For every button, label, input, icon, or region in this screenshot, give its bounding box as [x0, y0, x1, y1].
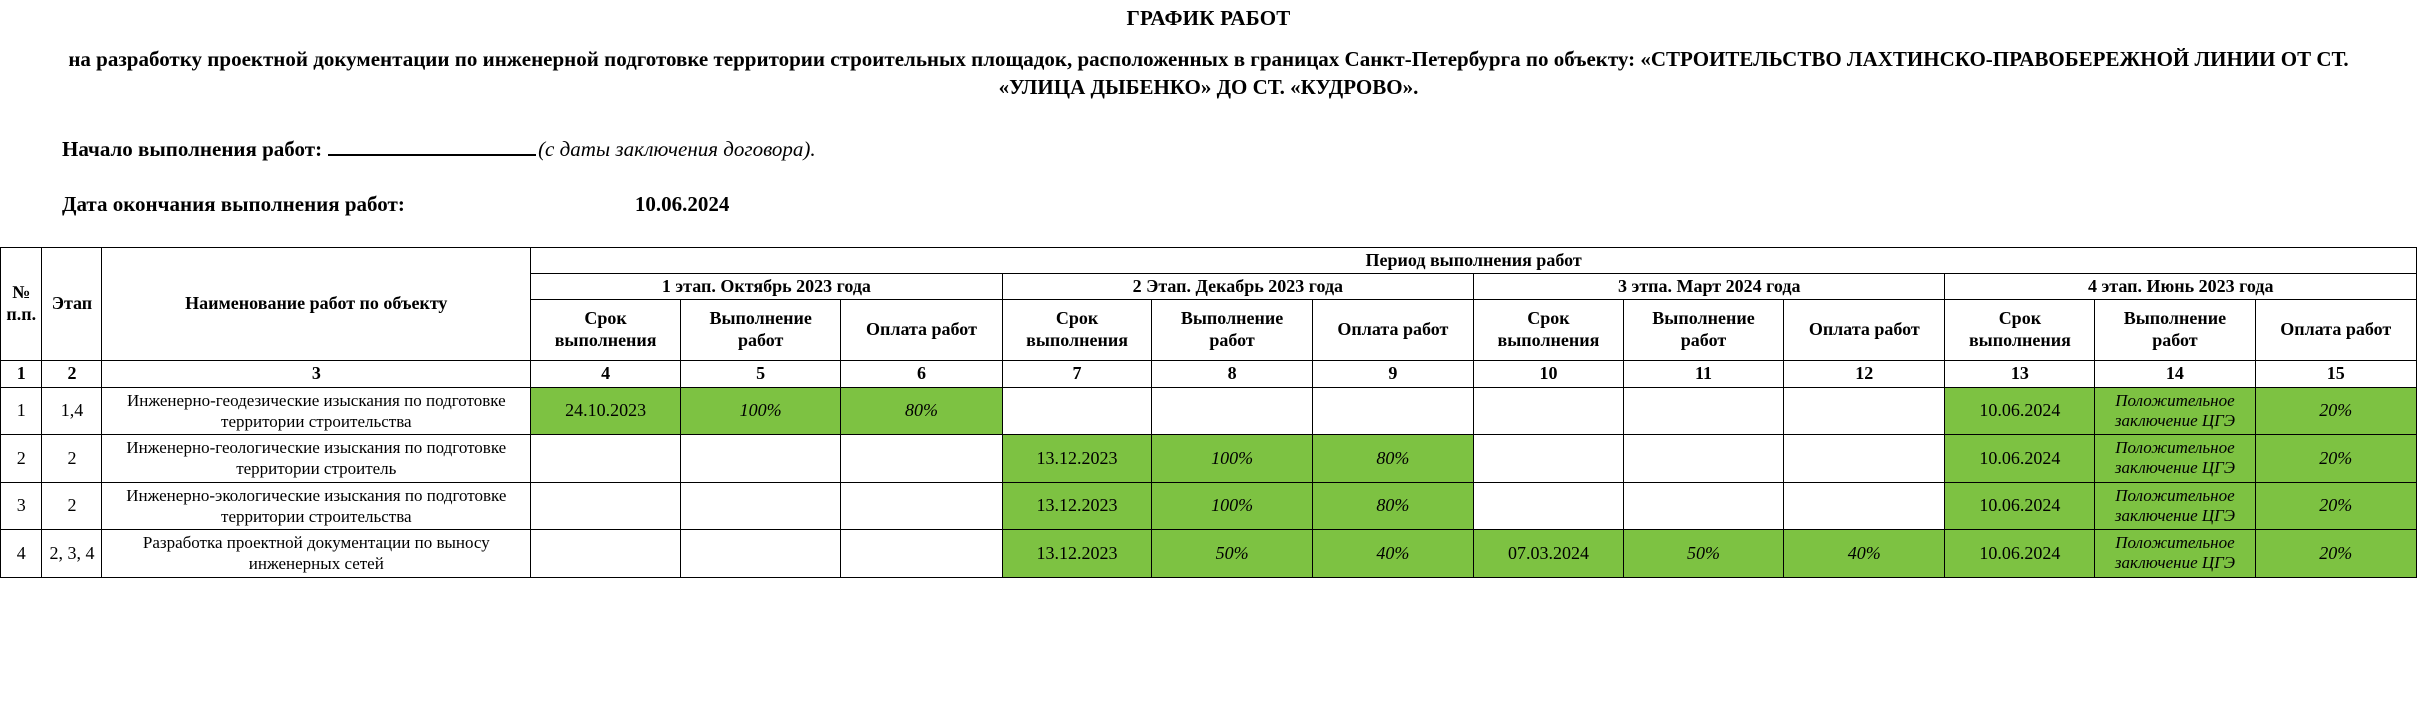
header-sub-pay-3: Оплата работ — [1784, 299, 1945, 360]
cell-pct: 20% — [2255, 387, 2416, 435]
colnum-8: 8 — [1152, 360, 1312, 387]
document-page — [0, 6, 2417, 578]
header-sub-term-4: Срок выполнения — [1945, 299, 2095, 360]
cell-concl: Положительное заключение ЦГЭ — [2095, 435, 2255, 483]
schedule-table — [0, 247, 2417, 578]
cell-date — [1002, 387, 1152, 435]
cell-pct — [1623, 387, 1783, 435]
colnum-13: 13 — [1945, 360, 2095, 387]
cell-pct — [841, 435, 1002, 483]
cell-date: 10.06.2024 — [1945, 435, 2095, 483]
cell-pct — [1784, 482, 1945, 530]
colnum-10: 10 — [1474, 360, 1624, 387]
header-sub-term-1: Срок выполнения — [531, 299, 681, 360]
table-row — [1, 530, 2417, 578]
colnum-7: 7 — [1002, 360, 1152, 387]
header-num: № п.п. — [1, 247, 42, 360]
table-row — [1, 482, 2417, 530]
row-work-name: Инженерно-геологические изыскания по подготовке территории строитель — [102, 435, 531, 483]
cell-pct — [681, 530, 841, 578]
cell-pct: 20% — [2255, 530, 2416, 578]
header-stage-4: 4 этап. Июнь 2023 года — [1945, 273, 2417, 299]
page-title: ГРАФИК РАБОТ — [1126, 6, 1291, 30]
cell-pct: 100% — [1152, 482, 1312, 530]
cell-pct: 80% — [841, 387, 1002, 435]
cell-date — [531, 435, 681, 483]
colnum-9: 9 — [1312, 360, 1473, 387]
cell-pct — [1623, 435, 1783, 483]
cell-date — [531, 482, 681, 530]
header-work: Наименование работ по объекту — [102, 247, 531, 360]
start-date-row — [62, 136, 2417, 162]
cell-pct: 80% — [1312, 435, 1473, 483]
column-number-row — [1, 360, 2417, 387]
colnum-5: 5 — [681, 360, 841, 387]
page-subtitle: на разработку проектной документации по инженерной подготовке территории строительных площадок, расположенных в границах Санкт-Петербурга по объекту: «СТРОИТЕЛЬСТВО ЛАХТИНСКО-ПРАВОБЕРЕЖНОЙ ЛИНИИ ОТ СТ. «УЛИЦА ДЫБЕНКО» ДО СТ. «КУДРОВО». — [68, 47, 2349, 100]
cell-date: 07.03.2024 — [1474, 530, 1624, 578]
row-number: 2 — [1, 435, 42, 483]
end-date-label: Дата окончания выполнения работ: — [62, 191, 405, 216]
cell-date: 13.12.2023 — [1002, 435, 1152, 483]
colnum-14: 14 — [2095, 360, 2255, 387]
cell-date — [531, 530, 681, 578]
header-stage: Этап — [42, 247, 102, 360]
cell-pct: 50% — [1623, 530, 1783, 578]
header-sub-term-3: Срок выполнения — [1474, 299, 1624, 360]
cell-pct — [1312, 387, 1473, 435]
header-sub-exec-3: Выполнение работ — [1623, 299, 1783, 360]
cell-concl: Положительное заключение ЦГЭ — [2095, 530, 2255, 578]
cell-pct — [1623, 482, 1783, 530]
header-sub-pay-4: Оплата работ — [2255, 299, 2416, 360]
colnum-12: 12 — [1784, 360, 1945, 387]
row-stage: 2 — [42, 482, 102, 530]
cell-pct — [841, 530, 1002, 578]
cell-date: 10.06.2024 — [1945, 482, 2095, 530]
cell-date — [1474, 482, 1624, 530]
header-sub-exec-2: Выполнение работ — [1152, 299, 1312, 360]
colnum-1: 1 — [1, 360, 42, 387]
row-stage: 2 — [42, 435, 102, 483]
cell-pct — [1784, 435, 1945, 483]
cell-date: 10.06.2024 — [1945, 387, 2095, 435]
meta-block — [0, 136, 2417, 217]
header-stage-1: 1 этап. Октябрь 2023 года — [531, 273, 1002, 299]
row-work-name: Разработка проектной документации по выносу инженерных сетей — [102, 530, 531, 578]
table-head — [1, 247, 2417, 387]
cell-pct — [1152, 387, 1312, 435]
cell-pct: 100% — [1152, 435, 1312, 483]
table-row — [1, 435, 2417, 483]
cell-pct — [681, 482, 841, 530]
cell-pct: 20% — [2255, 435, 2416, 483]
row-stage: 1,4 — [42, 387, 102, 435]
cell-pct — [841, 482, 1002, 530]
table-body — [1, 387, 2417, 577]
cell-pct: 20% — [2255, 482, 2416, 530]
cell-date — [1474, 435, 1624, 483]
cell-pct — [1784, 387, 1945, 435]
cell-date: 13.12.2023 — [1002, 482, 1152, 530]
cell-date: 24.10.2023 — [531, 387, 681, 435]
header-period: Период выполнения работ — [531, 247, 2417, 273]
cell-date — [1474, 387, 1624, 435]
row-number: 3 — [1, 482, 42, 530]
header-row-1 — [1, 247, 2417, 273]
cell-pct: 100% — [681, 387, 841, 435]
header-sub-exec-1: Выполнение работ — [681, 299, 841, 360]
header-sub-pay-1: Оплата работ — [841, 299, 1002, 360]
colnum-11: 11 — [1623, 360, 1783, 387]
row-number: 4 — [1, 530, 42, 578]
row-stage: 2, 3, 4 — [42, 530, 102, 578]
cell-pct: 50% — [1152, 530, 1312, 578]
header-sub-pay-2: Оплата работ — [1312, 299, 1473, 360]
end-date-row — [62, 192, 2417, 217]
colnum-6: 6 — [841, 360, 1002, 387]
end-date-value: 10.06.2024 — [634, 191, 730, 216]
colnum-15: 15 — [2255, 360, 2416, 387]
header-stage-2: 2 Этап. Декабрь 2023 года — [1002, 273, 1473, 299]
cell-pct — [681, 435, 841, 483]
row-work-name: Инженерно-геодезические изыскания по подготовке территории строительства — [102, 387, 531, 435]
header-stage-3: 3 этпа. Март 2024 года — [1474, 273, 1945, 299]
start-date-blank[interactable] — [328, 136, 536, 156]
start-date-label: Начало выполнения работ: — [62, 136, 323, 161]
table-row — [1, 387, 2417, 435]
header-sub-term-2: Срок выполнения — [1002, 299, 1152, 360]
colnum-4: 4 — [531, 360, 681, 387]
cell-concl: Положительное заключение ЦГЭ — [2095, 482, 2255, 530]
cell-concl: Положительное заключение ЦГЭ — [2095, 387, 2255, 435]
row-work-name: Инженерно-экологические изыскания по подготовке территории строительства — [102, 482, 531, 530]
cell-date: 10.06.2024 — [1945, 530, 2095, 578]
cell-pct: 80% — [1312, 482, 1473, 530]
colnum-3: 3 — [102, 360, 531, 387]
row-number: 1 — [1, 387, 42, 435]
start-date-note: (с даты заключения договора). — [538, 136, 816, 161]
cell-pct: 40% — [1312, 530, 1473, 578]
colnum-2: 2 — [42, 360, 102, 387]
cell-pct: 40% — [1784, 530, 1945, 578]
cell-date: 13.12.2023 — [1002, 530, 1152, 578]
header-sub-exec-4: Выполнение работ — [2095, 299, 2255, 360]
